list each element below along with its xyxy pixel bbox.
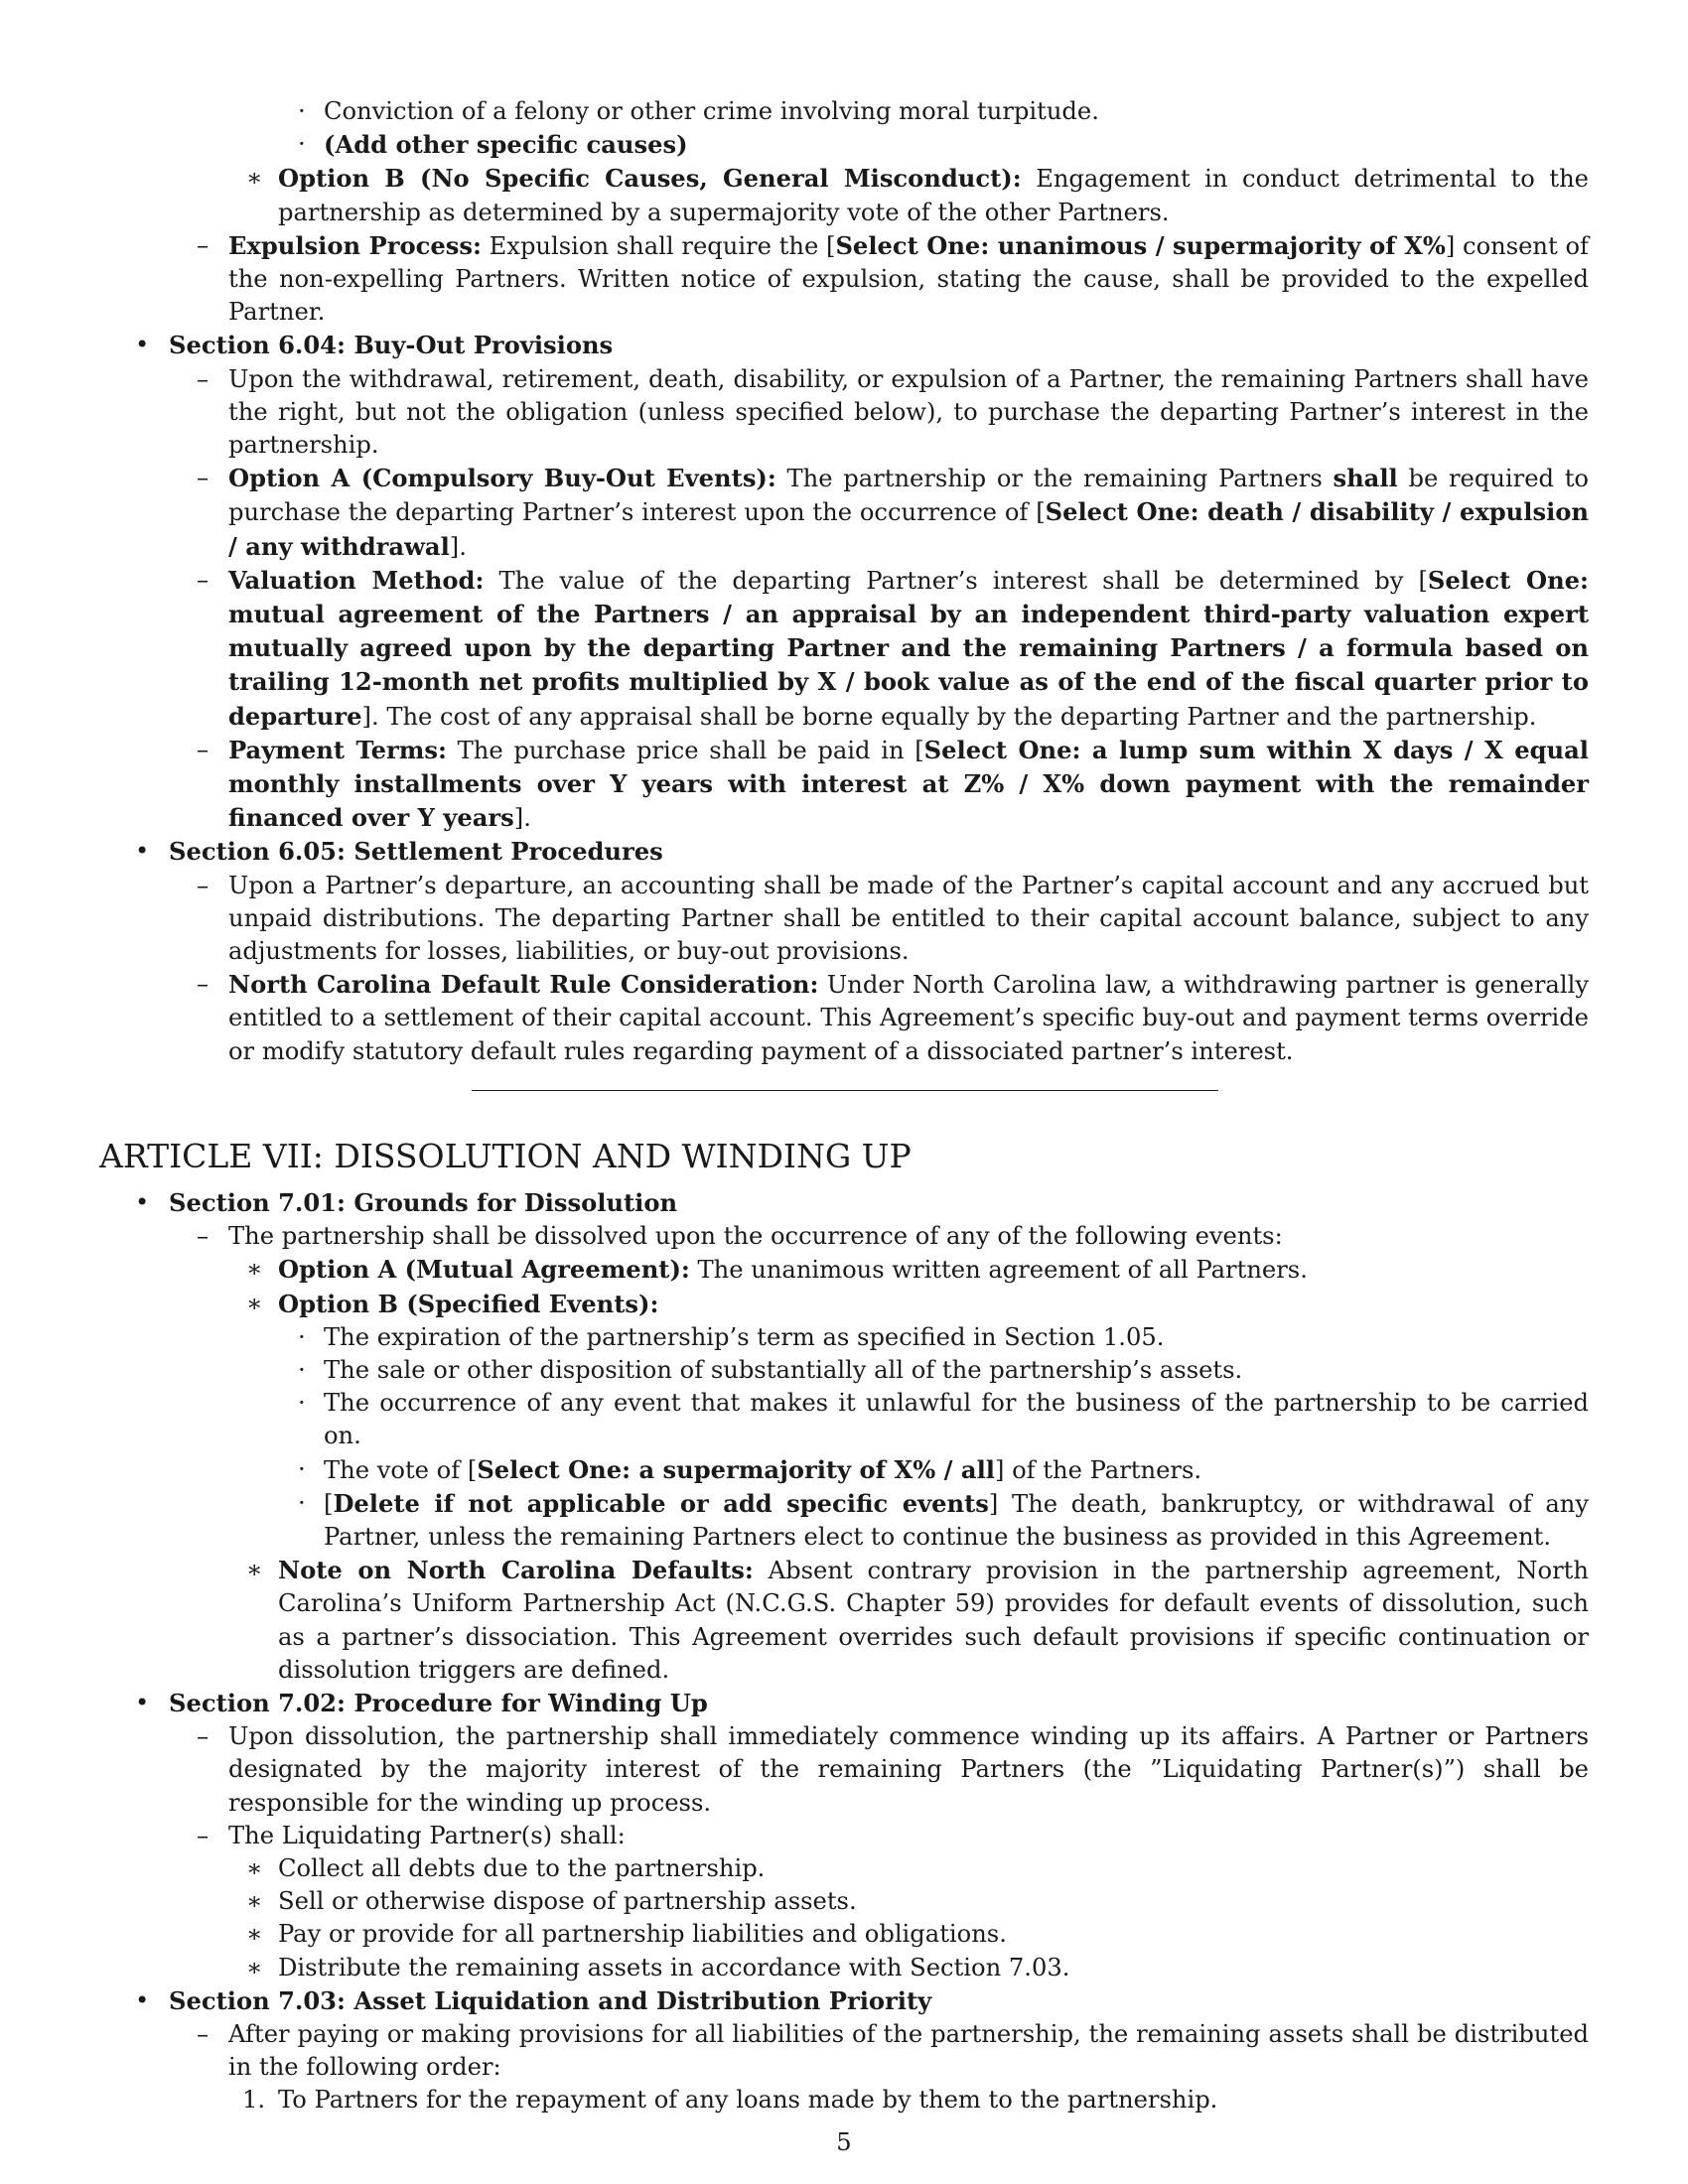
duty-pay-liabilities: Pay or provide for all partnership liabilities and obligations. [278, 1920, 1007, 1949]
payment-terms-select: Select One: a lump sum within X days / X equal monthly installments over Y years with interest at Z% / X% down payment with the remainder financed over Y years [228, 735, 1589, 833]
dash-marker: – [197, 1222, 210, 1251]
expulsion-select: Select One: unanimous / supermajority of X% [835, 230, 1446, 260]
list-item [99, 95, 1589, 128]
list-item [99, 1554, 1589, 1687]
liquidating-duties-intro: The Liquidating Partner(s) shall: [228, 1821, 626, 1849]
mutual-agreement-text: The unanimous written agreement of all Partners. [697, 1256, 1308, 1285]
event-asset-sale: The sale or other disposition of substantially all of the partnership’s assets. [324, 1355, 1243, 1384]
dash-marker: – [197, 1722, 210, 1751]
section-heading [99, 835, 1589, 869]
winding-up-intro: Upon dissolution, the partnership shall immediately commence winding up its affairs. A Partner or Partners designated by the majority interest of the remaining Partners (the ”Liquidating Partner(s)”) shall be responsible for the winding up process. [228, 1722, 1589, 1817]
nc-default-text: Under North Carolina law, a withdrawing partner is generally entitled to a settlement of their capital account. This Agreement’s specific buy-out and payment terms override or modify statutory default rules regarding payment of a dissociated partner’s interest. [228, 971, 1589, 1065]
buyout-intro: Upon the withdrawal, retirement, death, disability, or expulsion of a Partner, the remaining Partners shall have the right, but not the obligation (unless specified below), to purchase the departing Partner’s interest in the partnership. [228, 364, 1589, 460]
section-7-03-heading: Section 7.03: Asset Liquidation and Distribution Priority [169, 1985, 932, 2015]
star-marker: ∗ [246, 1556, 263, 1584]
section-heading [99, 1984, 1589, 2018]
list-item [99, 1354, 1589, 1387]
star-marker: ∗ [246, 1255, 263, 1284]
document-page [99, 95, 1589, 2117]
list-item [99, 1487, 1589, 1554]
mutual-agreement-label: Option A (Mutual Agreement): [278, 1255, 690, 1285]
dot-marker: · [298, 1454, 306, 1483]
specified-events-label: Option B (Specified Events): [278, 1289, 659, 1318]
star-marker: ∗ [246, 1853, 263, 1882]
compulsory-buyout-label: Option A (Compulsory Buy-Out Events): [228, 464, 776, 493]
list-item [99, 734, 1589, 836]
dissolution-intro: The partnership shall be dissolved upon the occurrence of any of the following events: [228, 1222, 1283, 1251]
list-item [99, 1321, 1589, 1354]
dot-marker: · [298, 97, 306, 125]
compulsory-buyout-text: The partnership or the remaining Partners [786, 465, 1323, 493]
page-number: 5 [836, 2128, 852, 2156]
bullet-marker: • [135, 837, 150, 866]
dot-marker: · [298, 1488, 306, 1517]
expulsion-process-label: Expulsion Process: [228, 230, 482, 260]
compulsory-buyout-text-3: ]. [449, 532, 467, 561]
section-heading [99, 329, 1589, 362]
list-item [99, 1453, 1589, 1487]
dot-marker: · [298, 1322, 306, 1351]
list-item [99, 564, 1589, 734]
compulsory-buyout-select: Select One: death / disability / expulsion / any withdrawal [228, 497, 1589, 561]
duty-collect-debts: Collect all debts due to the partnership. [278, 1853, 766, 1882]
valuation-method-text-2: ]. The cost of any appraisal shall be borne equally by the departing Partner and the partnership. [361, 702, 1537, 731]
list-item [99, 1852, 1589, 1885]
dot-marker: · [298, 1389, 306, 1418]
compulsory-buyout-text-2: be required to purchase the departing Partner’s interest upon the occurrence of [ [228, 465, 1589, 527]
event-partner-bracket: [ [324, 1489, 334, 1518]
option-b-label: Option B (No Specific Causes, General Misconduct): [278, 164, 1022, 194]
bullet-marker: • [135, 331, 150, 359]
payment-terms-text: The purchase price shall be paid in [ [457, 736, 924, 764]
dash-marker: – [197, 2019, 210, 2048]
nc-defaults-note-label: Note on North Carolina Defaults: [278, 1556, 754, 1585]
list-item [99, 2018, 1589, 2084]
event-vote-select: Select One: a supermajority of X% / all [477, 1454, 995, 1484]
list-item [99, 462, 1589, 564]
list-item [99, 1820, 1589, 1852]
distribution-intro: After paying or making provisions for all liabilities of the partnership, the remaining assets shall be distributed in the following order: [228, 2019, 1589, 2082]
valuation-method-text: The value of the departing Partner’s interest shall be determined by [ [498, 566, 1428, 595]
list-item [99, 1220, 1589, 1253]
event-vote-text-2: ] of the Partners. [994, 1455, 1202, 1484]
event-term-expiration: The expiration of the partnership’s term as specified in Section 1.05. [324, 1322, 1165, 1351]
list-item [99, 1253, 1589, 1287]
compulsory-buyout-shall: shall [1333, 464, 1398, 493]
list-item [99, 870, 1589, 969]
bullet-marker: • [135, 1985, 150, 2014]
list-item [99, 229, 1589, 330]
dash-marker: – [197, 871, 210, 899]
dash-marker: – [197, 1821, 210, 1849]
valuation-method-label: Valuation Method: [228, 565, 485, 595]
dash-marker: – [197, 565, 210, 594]
list-item [99, 128, 1589, 162]
star-marker: ∗ [246, 1953, 263, 1981]
event-vote-text: The vote of [ [324, 1455, 478, 1484]
star-marker: ∗ [246, 1920, 263, 1949]
expulsion-process-text-end: ] consent of the non-expelling Partners. Written notice of expulsion, stating the cause, shall be provided to the expelled Partner. [228, 231, 1589, 327]
nc-defaults-note-text: Absent contrary provision in the partnership agreement, North Carolina’s Uniform Partnership Act (N.C.G.S. Chapter 59) provides for default events of dissolution, such as a partner’s dissociation. This Agreement overrides such default provisions if specific continuation or dissolution triggers are defined. [278, 1557, 1589, 1684]
event-unlawful: The occurrence of any event that makes it unlawful for the business of the partnership to be carried on. [324, 1389, 1589, 1450]
section-heading [99, 1186, 1589, 1220]
payment-terms-label: Payment Terms: [228, 735, 447, 764]
section-divider [472, 1090, 1218, 1091]
list-item [99, 1918, 1589, 1951]
nc-default-label: North Carolina Default Rule Consideration: [228, 970, 819, 1000]
event-partner-text: ] The death, bankruptcy, or withdrawal of any Partner, unless the remaining Partners elect to continue the business as provided in this Agreement. [324, 1489, 1589, 1551]
list-item [99, 162, 1589, 228]
dash-marker: – [197, 970, 210, 999]
section-heading [99, 1687, 1589, 1720]
dash-marker: – [197, 735, 210, 763]
duty-sell-assets: Sell or otherwise dispose of partnership assets. [278, 1887, 857, 1916]
article-title: ARTICLE VII: DISSOLUTION AND WINDING UP [99, 1136, 912, 1175]
star-marker: ∗ [246, 164, 263, 193]
list-item [99, 1720, 1589, 1820]
star-marker: ∗ [246, 1887, 263, 1916]
payment-terms-text-2: ]. [513, 804, 531, 833]
list-item [99, 1952, 1589, 1984]
event-partner-instruction: Delete if not applicable or add specific events [333, 1488, 989, 1518]
list-item [99, 1387, 1589, 1452]
list-item [99, 1885, 1589, 1918]
bullet-marker: • [135, 1688, 150, 1716]
section-7-01-heading: Section 7.01: Grounds for Dissolution [169, 1187, 678, 1217]
numbered-marker: 1. [242, 2086, 266, 2115]
section-7-02-heading: Section 7.02: Procedure for Winding Up [169, 1688, 708, 1717]
dash-marker: – [197, 464, 210, 492]
expulsion-process-text: Expulsion shall require the [ [489, 231, 836, 260]
list-item [99, 1288, 1589, 1321]
settlement-intro: Upon a Partner’s departure, an accounting shall be made of the Partner’s capital account and any accrued but unpaid distributions. The departing Partner shall be entitled to their capital account balance, subject to any adjustments for losses, liabilities, or buy-out provisions. [228, 871, 1589, 966]
section-6-05-heading: Section 6.05: Settlement Procedures [169, 837, 663, 867]
list-item [99, 2084, 1589, 2116]
dot-marker: · [298, 1355, 306, 1384]
bullet-marker: • [135, 1187, 150, 1216]
list-item [99, 363, 1589, 463]
dash-marker: – [197, 230, 210, 259]
option-b-text: Engagement in conduct detrimental to the partnership as determined by a supermajority vote of the other Partners. [278, 165, 1589, 226]
distribution-item-loans: To Partners for the repayment of any loans made by them to the partnership. [278, 2086, 1218, 2115]
expulsion-cause-add: (Add other specific causes) [324, 130, 688, 160]
star-marker: ∗ [246, 1289, 263, 1317]
dot-marker: · [298, 130, 306, 159]
expulsion-cause-felony: Conviction of a felony or other crime involving moral turpitude. [324, 97, 1099, 125]
valuation-method-select: Select One: mutual agreement of the Partners / an appraisal by an independent third-party valuation expert mutually agreed upon by the departing Partner and the remaining Partners / a formula based on trailing 12-month net profits multiplied by X / book value as of the end of the fiscal quarter prior to departure [228, 565, 1589, 731]
section-6-04-heading: Section 6.04: Buy-Out Provisions [169, 331, 614, 360]
dash-marker: – [197, 364, 210, 393]
list-item [99, 968, 1589, 1068]
duty-distribute-assets: Distribute the remaining assets in accordance with Section 7.03. [278, 1953, 1070, 1981]
